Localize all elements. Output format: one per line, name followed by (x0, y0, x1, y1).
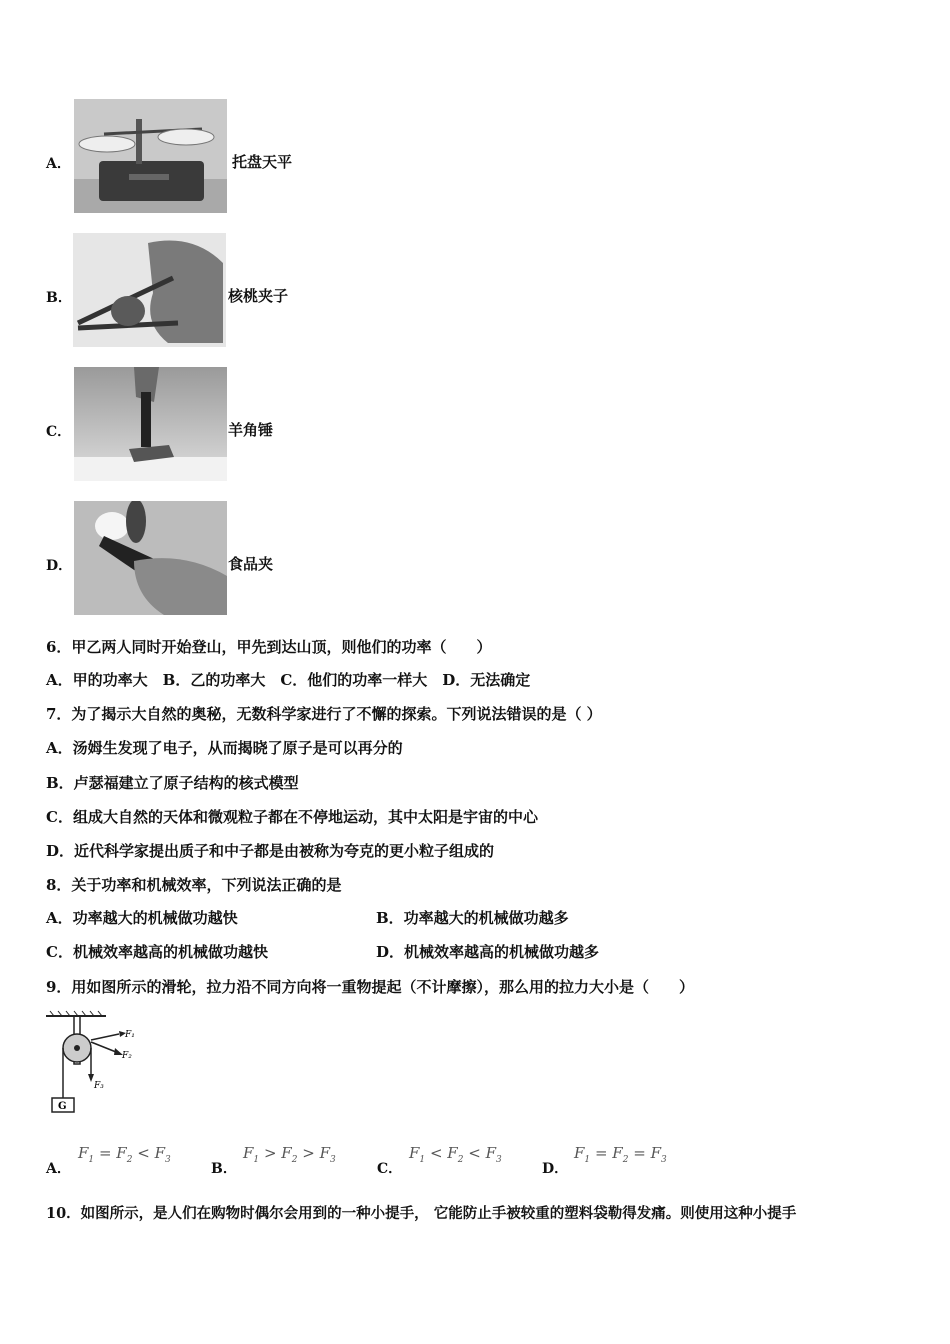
question-7-option-c: C．组成大自然的天体和微观粒子都在不停地运动，其中太阳是宇宙的中心 (46, 808, 538, 826)
q9-option-letter: C． (377, 1161, 403, 1177)
claw-hammer-photo (74, 367, 227, 481)
balance-photo (74, 99, 227, 213)
question-8-option-b: B．功率越大的机械做功越多 (376, 909, 569, 927)
q9-formula-b: $F_1 > F_2 > F_3$ (243, 1144, 336, 1165)
option-label: 羊角锤 (228, 421, 274, 439)
q9-option-letter: B． (211, 1161, 237, 1177)
question-6-options: A．甲的功率大 B．乙的功率大 C．他们的功率一样大 D．无法确定 (46, 671, 531, 689)
question-7-option-a: A．汤姆生发现了电子，从而揭晓了原子是可以再分的 (46, 739, 403, 757)
food-tongs-photo (74, 501, 227, 615)
option-label: 核桃夹子 (228, 287, 289, 305)
option-letter: C． (46, 424, 72, 440)
q9-option-letter: A． (46, 1161, 71, 1177)
option-letter: A． (46, 156, 71, 172)
nutcracker-photo (73, 233, 226, 347)
question-7-stem: 7．为了揭示大自然的奥秘，无数科学家进行了不懈的探索。下列说法错误的是（ ） (46, 705, 602, 723)
option-letter: D． (46, 558, 73, 574)
force-label-f3: F₃ (94, 1081, 104, 1091)
option-label: 食品夹 (228, 555, 274, 573)
pulley-diagram (44, 1010, 144, 1115)
q9-formula-d: $F_1 = F_2 = F_3$ (574, 1144, 667, 1165)
question-8-option-c: C．机械效率越高的机械做功越快 (46, 943, 268, 961)
q9-formula-c: $F_1 < F_2 < F_3$ (409, 1144, 502, 1165)
question-8-option-a: A．功率越大的机械做功越快 (46, 909, 238, 927)
question-7-option-b: B．卢瑟福建立了原子结构的核式模型 (46, 774, 299, 792)
option-label: 托盘天平 (232, 153, 293, 171)
question-7-option-d: D．近代科学家提出质子和中子都是由被称为夸克的更小粒子组成的 (46, 842, 495, 860)
q9-option-letter: D． (542, 1161, 569, 1177)
question-9-stem: 9．用如图所示的滑轮，拉力沿不同方向将一重物提起（不计摩擦），那么用的拉力大小是（ ） (46, 978, 694, 996)
option-letter: B． (46, 290, 72, 306)
weight-label: G (58, 1101, 67, 1112)
question-10-stem: 10．如图所示，是人们在购物时偶尔会用到的一种小提手， 它能防止手被较重的塑料袋勒得发痛。则使用这种小提手 (46, 1205, 797, 1222)
question-8-option-d: D．机械效率越高的机械做功越多 (376, 943, 600, 961)
q9-formula-a: $F_1 = F_2 < F_3$ (78, 1144, 171, 1165)
question-8-stem: 8．关于功率和机械效率，下列说法正确的是 (46, 876, 342, 894)
question-6-stem: 6．甲乙两人同时开始登山，甲先到达山顶，则他们的功率（ ） (46, 638, 492, 656)
force-label-f1: F₁ (125, 1030, 135, 1040)
force-label-f2: F₂ (122, 1051, 132, 1061)
